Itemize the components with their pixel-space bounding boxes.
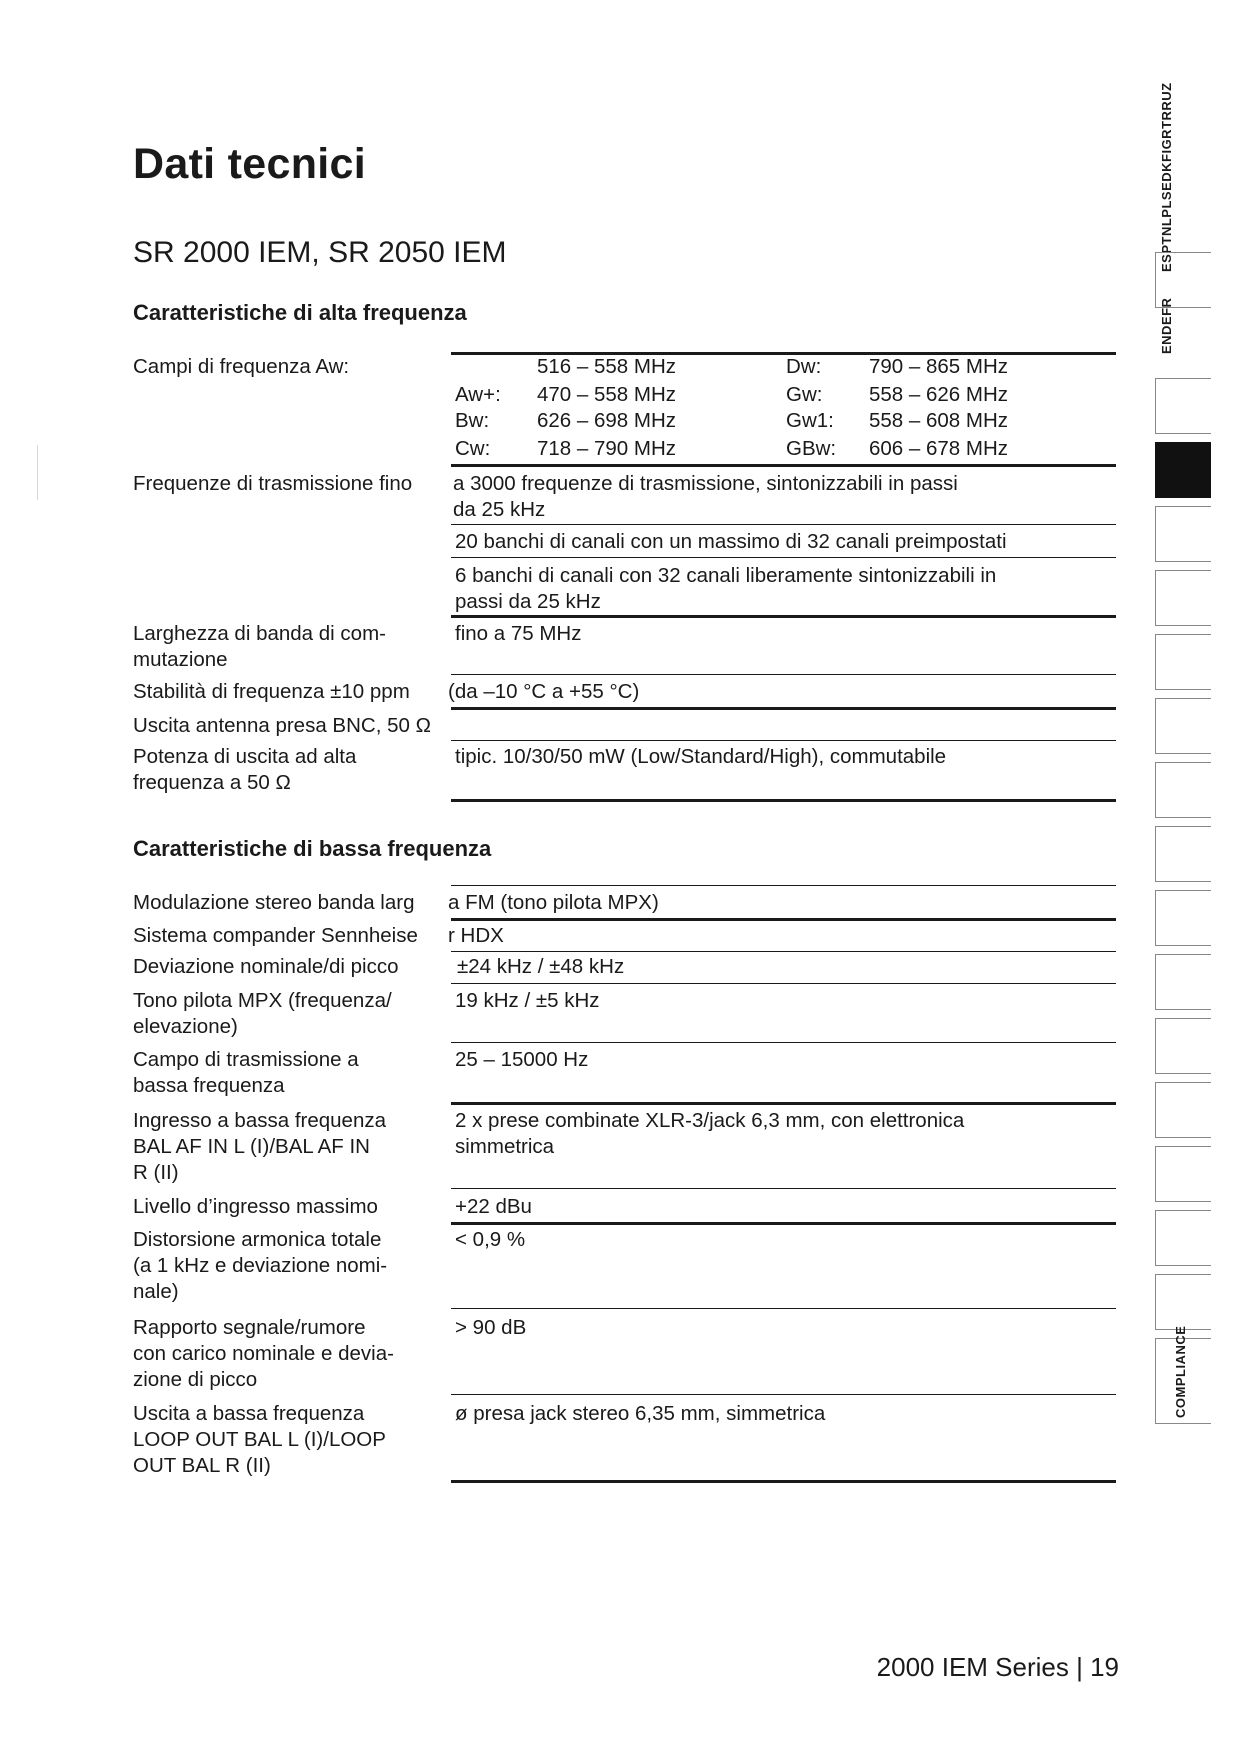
band-range: 558 – 626 MHz (869, 383, 1009, 406)
side-thumb-tabs (1155, 0, 1241, 1754)
divider (451, 799, 1116, 802)
language-tab-label[interactable]: ESPTNLPLSEDKFIGRTRRUZ (1159, 82, 1174, 272)
page-title: Dati tecnici (133, 140, 367, 188)
divider (451, 1222, 1116, 1225)
spec-value: ±24 kHz / ±48 kHz (457, 955, 625, 978)
band-name: Gw: (786, 383, 823, 406)
band-range: 790 – 865 MHz (869, 355, 1009, 378)
spec-label: Modulazione stereo banda larg (133, 891, 415, 914)
divider (451, 1394, 1116, 1395)
thumb-tab[interactable] (1155, 762, 1211, 818)
rf-output-power-value: tipic. 10/30/50 mW (Low/Standard/High), commutabile (455, 745, 947, 768)
thumb-tab[interactable] (1155, 890, 1211, 946)
current-thumb-tab[interactable] (1155, 442, 1211, 498)
divider (451, 983, 1116, 984)
tx-frequencies-label: Frequenze di trasmissione fino (133, 472, 413, 495)
band-name: Bw: (455, 409, 490, 432)
tx-free-banks-value: 6 banchi di canali con 32 canali liberamente sintonizzabili in passi da 25 kHz (455, 564, 997, 613)
frequency-stability-label: Stabilità di frequenza ±10 ppm (133, 680, 410, 703)
band-name: Cw: (455, 437, 491, 460)
thumb-tab[interactable] (1155, 1146, 1211, 1202)
thumb-tab[interactable] (1155, 634, 1211, 690)
thumb-tab[interactable] (1155, 570, 1211, 626)
spec-value: +22 dBu (455, 1195, 532, 1218)
thumb-tab[interactable] (1155, 1210, 1211, 1266)
compliance-tab-label[interactable]: COMPLIANCE (1173, 1325, 1188, 1418)
spec-label: Rapporto segnale/rumore con carico nominale e devia- zione di picco (133, 1316, 394, 1391)
current-language-tab-label[interactable]: ENDEFR (1159, 297, 1174, 354)
divider (451, 615, 1116, 618)
divider (451, 707, 1116, 710)
spec-value: 2 x prese combinate XLR-3/jack 6,3 mm, con elettronica simmetrica (455, 1109, 965, 1158)
page-footer: 2000 IEM Series | 19 (876, 1652, 1119, 1682)
rf-output-power-label: Potenza di uscita ad alta frequenza a 50 Ω (133, 745, 357, 794)
divider (451, 740, 1116, 741)
product-subtitle: SR 2000 IEM, SR 2050 IEM (133, 236, 507, 269)
divider (451, 918, 1116, 921)
divider (451, 1308, 1116, 1309)
lf-section-heading: Caratteristiche di bassa frequenza (133, 836, 492, 861)
spec-label: Sistema compander Sennheise (133, 924, 418, 947)
tx-frequencies-value: a 3000 frequenze di trasmissione, sintonizzabili in passi da 25 kHz (453, 472, 958, 521)
divider (451, 464, 1116, 467)
spec-label: Distorsione armonica totale (a 1 kHz e deviazione nomi- nale) (133, 1228, 388, 1303)
band-name: Aw+: (455, 383, 501, 406)
switching-bandwidth-value: fino a 75 MHz (455, 622, 582, 645)
switching-bandwidth-label: Larghezza di banda di com- mutazione (133, 622, 386, 671)
thumb-tab[interactable] (1155, 1018, 1211, 1074)
spec-label: Tono pilota MPX (frequenza/ elevazione) (133, 989, 392, 1038)
band-name: Gw1: (786, 409, 834, 432)
spec-value: 19 kHz / ±5 kHz (455, 989, 600, 1012)
band-range: 606 – 678 MHz (869, 437, 1009, 460)
antenna-output-label: Uscita antenna presa BNC, 50 Ω (133, 714, 431, 737)
spec-value: ø presa jack stereo 6,35 mm, simmetrica (455, 1402, 826, 1425)
spec-value: a FM (tono pilota MPX) (448, 891, 659, 914)
divider (451, 674, 1116, 675)
thumb-tab[interactable] (1155, 378, 1211, 434)
spec-value: r HDX (448, 924, 504, 947)
band-range: 558 – 608 MHz (869, 409, 1009, 432)
band-range: 470 – 558 MHz (537, 383, 677, 406)
band-range: 626 – 698 MHz (537, 409, 677, 432)
thumb-tab[interactable] (1155, 954, 1211, 1010)
divider (451, 951, 1116, 952)
divider (451, 557, 1116, 558)
divider (451, 1102, 1116, 1105)
spec-label: Ingresso a bassa frequenza BAL AF IN L (I)/BAL AF IN R (II) (133, 1109, 386, 1184)
frequency-stability-value: (da –10 °C a +55 °C) (448, 680, 640, 703)
band-range: 718 – 790 MHz (537, 437, 677, 460)
spec-value: 25 – 15000 Hz (455, 1048, 589, 1071)
spec-label: Livello d’ingresso massimo (133, 1195, 378, 1218)
spec-value: > 90 dB (455, 1316, 527, 1339)
divider (451, 524, 1116, 525)
scan-mark (37, 445, 38, 500)
thumb-tab[interactable] (1155, 826, 1211, 882)
band-name: GBw: (786, 437, 837, 460)
thumb-tab[interactable] (1155, 698, 1211, 754)
hf-section-heading: Caratteristiche di alta frequenza (133, 300, 467, 325)
spec-label: Uscita a bassa frequenza LOOP OUT BAL L (I)/LOOP OUT BAL R (II) (133, 1402, 386, 1477)
thumb-tab[interactable] (1155, 1082, 1211, 1138)
divider (451, 1042, 1116, 1043)
divider (451, 1188, 1116, 1189)
thumb-tab[interactable] (1155, 1274, 1211, 1330)
band-range: 516 – 558 MHz (537, 355, 677, 378)
thumb-tab[interactable] (1155, 506, 1211, 562)
spec-value: < 0,9 % (455, 1228, 526, 1251)
freq-range-label: Campi di frequenza Aw: (133, 355, 350, 378)
spec-label: Campo di trasmissione a bassa frequenza (133, 1048, 359, 1097)
divider (451, 885, 1116, 886)
tx-banks-value: 20 banchi di canali con un massimo di 32 canali preimpostati (455, 530, 1007, 553)
divider (451, 1480, 1116, 1483)
spec-label: Deviazione nominale/di picco (133, 955, 399, 978)
band-name: Dw: (786, 355, 822, 378)
